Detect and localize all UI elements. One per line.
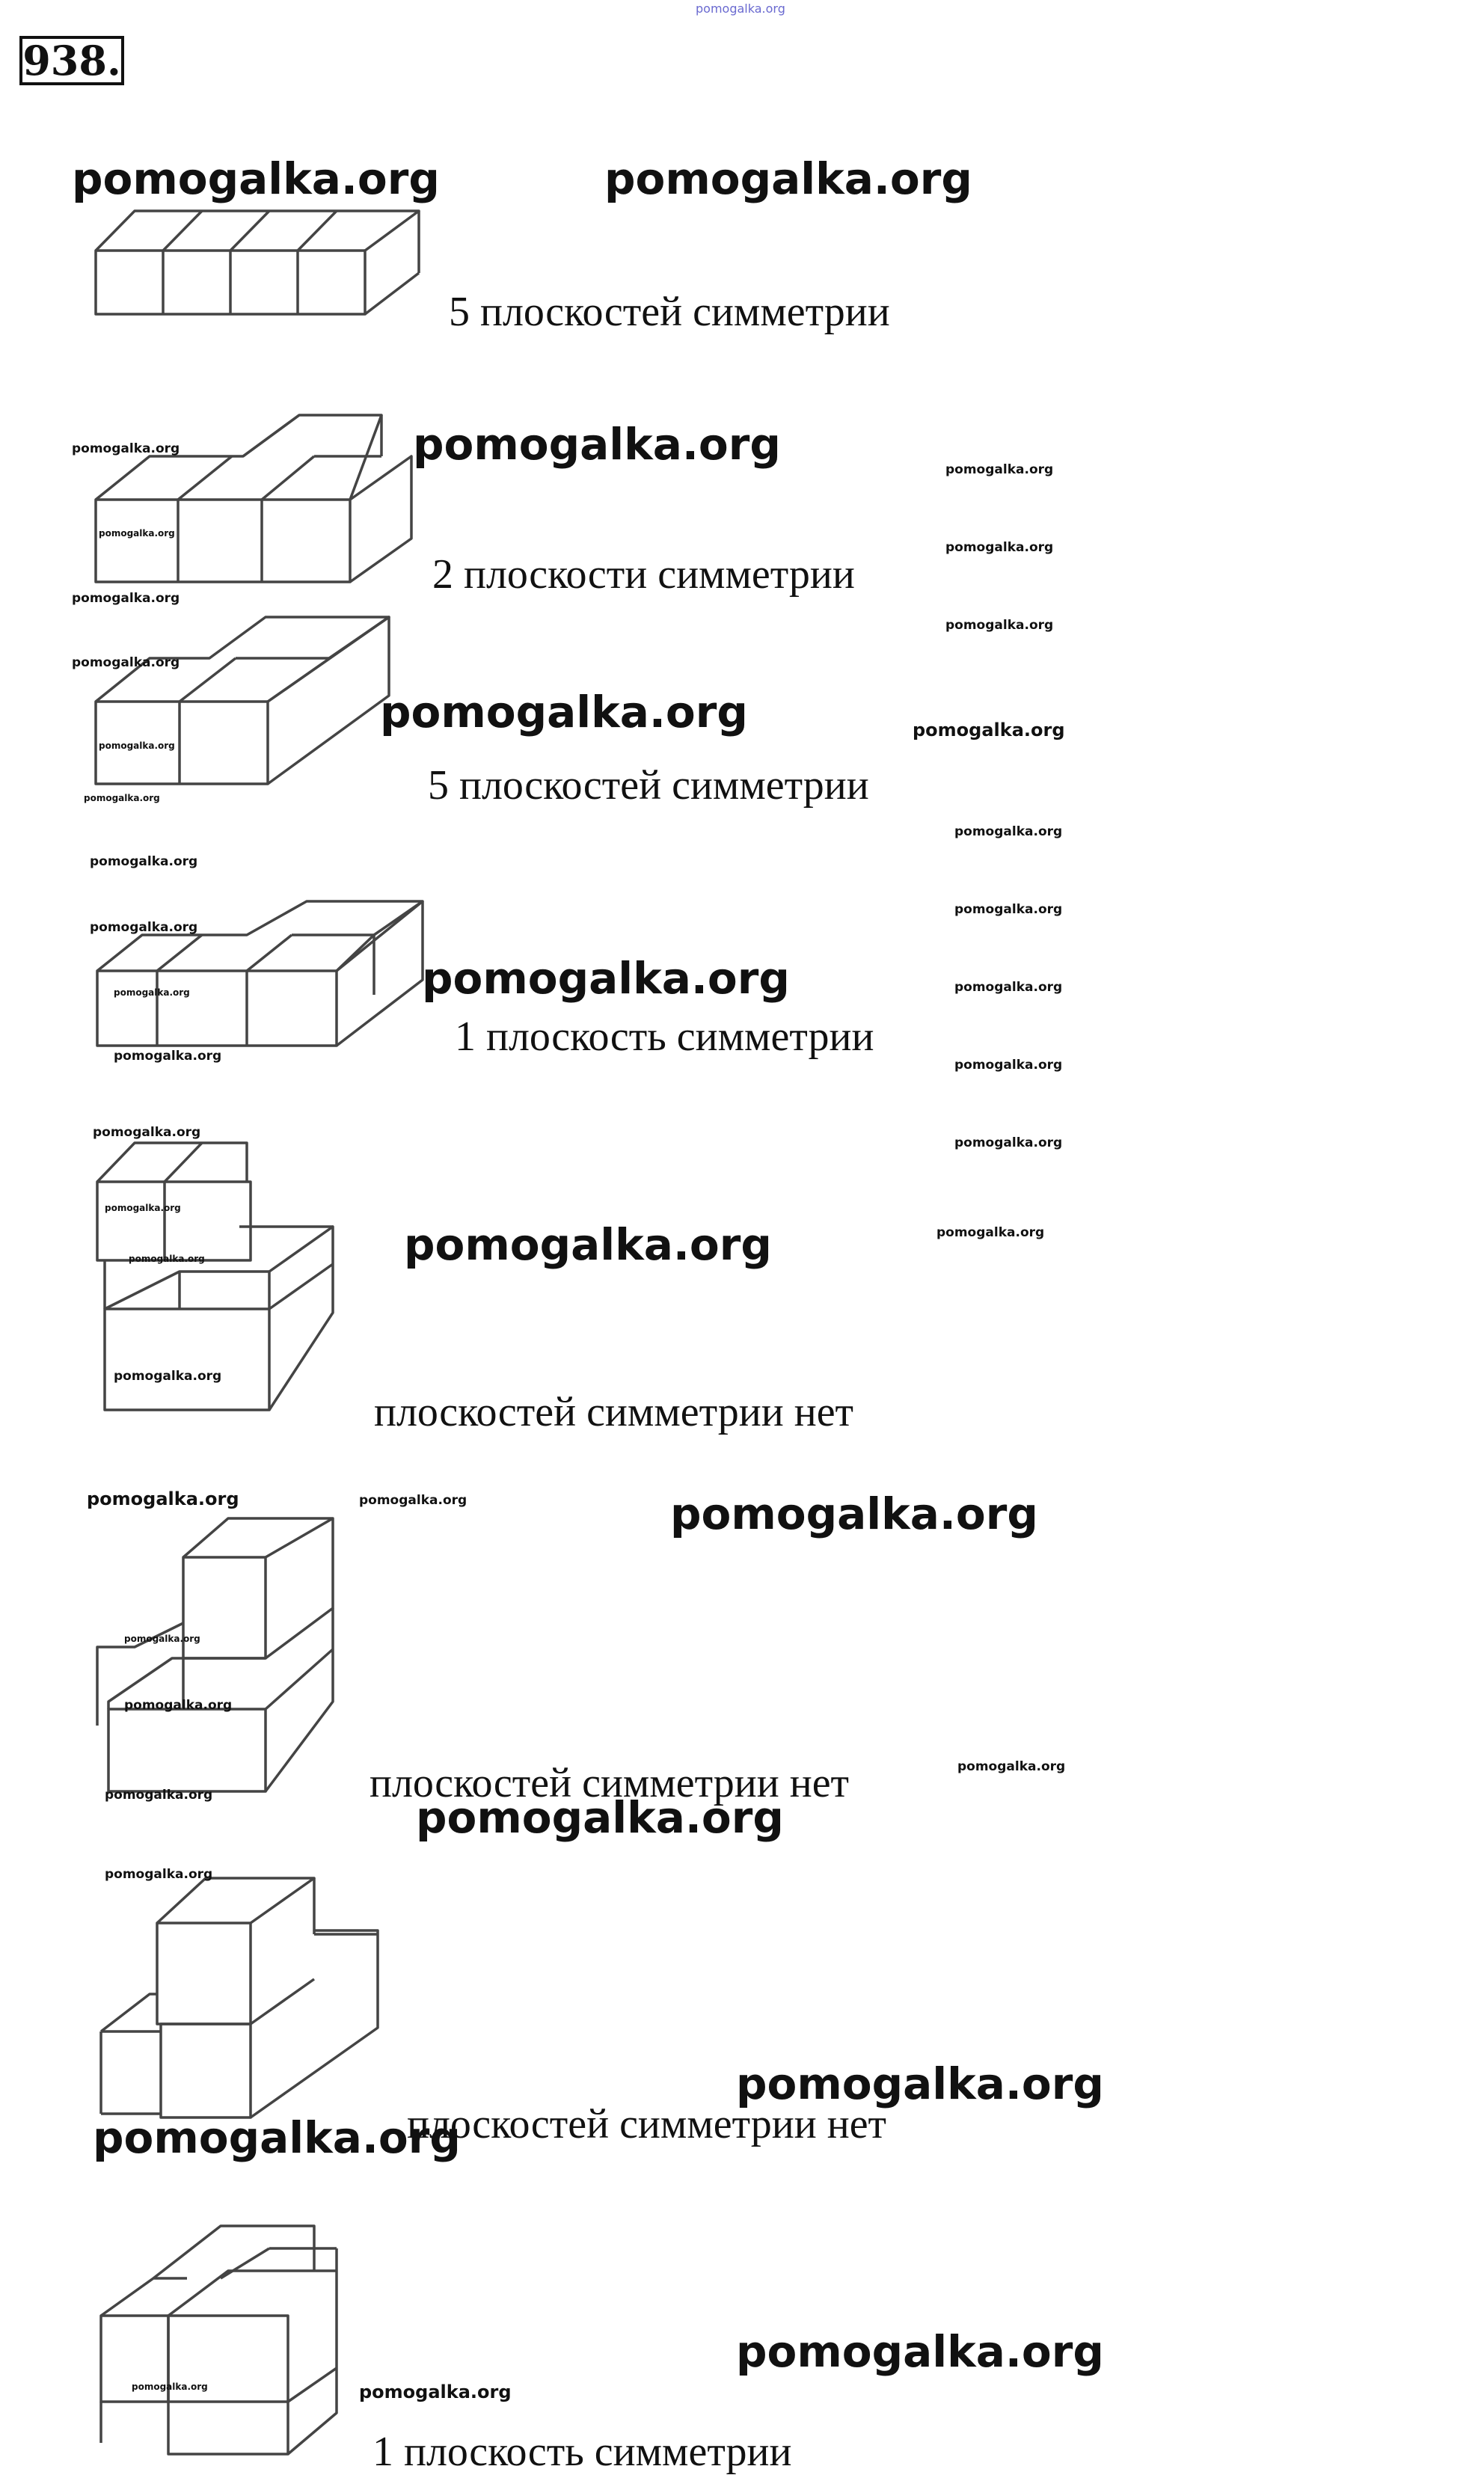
- caption-4: 1 плоскость симметрии: [455, 1013, 874, 1060]
- watermark: pomogalka.org: [114, 987, 190, 998]
- watermark: pomogalka.org: [945, 462, 1054, 477]
- watermark: pomogalka.org: [72, 655, 180, 670]
- watermark: pomogalka.org: [93, 2112, 461, 2163]
- watermark: pomogalka.org: [416, 1792, 784, 1843]
- caption-1: 5 плоскостей симметрии: [449, 289, 890, 335]
- caption-3: 5 плоскостей симметрии: [428, 762, 869, 809]
- caption-5: плоскостей симметрии нет: [374, 1389, 854, 1435]
- figure-8-cube-block: [90, 2218, 352, 2465]
- watermark: pomogalka.org: [124, 1698, 233, 1713]
- figure-2-cube-slab: [82, 411, 426, 591]
- figure-6-cube-steps: [90, 1511, 344, 1795]
- watermark: pomogalka.org: [129, 1254, 205, 1264]
- watermark: pomogalka.org: [604, 153, 972, 204]
- problem-number: 938.: [19, 36, 124, 85]
- caption-7: плоскостей симметрии нет: [407, 2101, 887, 2147]
- watermark: pomogalka.org: [359, 2382, 512, 2402]
- caption-2: 2 плоскости симметрии: [432, 551, 855, 598]
- watermark: pomogalka.org: [954, 824, 1063, 839]
- watermark: pomogalka.org: [913, 720, 1065, 740]
- watermark: pomogalka.org: [105, 1867, 213, 1882]
- watermark: pomogalka.org: [105, 1203, 181, 1213]
- watermark: pomogalka.org: [954, 980, 1063, 995]
- watermark: pomogalka.org: [99, 528, 175, 539]
- watermark: pomogalka.org: [954, 902, 1063, 917]
- figure-7-cube-cross: [90, 1867, 389, 2129]
- watermark: pomogalka.org: [84, 793, 160, 803]
- watermark: pomogalka.org: [132, 2382, 208, 2392]
- watermark: pomogalka.org: [954, 1135, 1063, 1150]
- watermark: pomogalka.org: [359, 1493, 467, 1508]
- watermark: pomogalka.org: [105, 1788, 213, 1803]
- watermark: pomogalka.org: [936, 1225, 1045, 1240]
- watermark: pomogalka.org: [670, 1488, 1038, 1539]
- watermark: pomogalka.org: [114, 1369, 222, 1384]
- watermark: pomogalka.org: [99, 740, 175, 751]
- watermark-top: pomogalka.org: [696, 1, 785, 16]
- watermark: pomogalka.org: [404, 1219, 772, 1270]
- caption-6: плоскостей симметрии нет: [370, 1760, 850, 1806]
- watermark: pomogalka.org: [736, 2058, 1104, 2109]
- watermark: pomogalka.org: [114, 1049, 222, 1064]
- watermark: pomogalka.org: [380, 687, 748, 737]
- watermark: pomogalka.org: [90, 854, 198, 869]
- watermark: pomogalka.org: [124, 1634, 200, 1644]
- watermark: pomogalka.org: [72, 153, 440, 204]
- watermark: pomogalka.org: [957, 1759, 1066, 1774]
- watermark: pomogalka.org: [413, 419, 781, 470]
- figure-1-cube-row: [90, 202, 434, 322]
- watermark: pomogalka.org: [72, 441, 180, 456]
- watermark: pomogalka.org: [87, 1488, 239, 1509]
- figure-3-cube-block: [82, 613, 404, 793]
- watermark: pomogalka.org: [72, 591, 180, 606]
- watermark: pomogalka.org: [954, 1058, 1063, 1073]
- watermark: pomogalka.org: [736, 2326, 1104, 2377]
- caption-8: 1 плоскость симметрии: [372, 2429, 792, 2475]
- watermark: pomogalka.org: [422, 953, 790, 1004]
- watermark: pomogalka.org: [945, 540, 1054, 555]
- watermark: pomogalka.org: [93, 1125, 201, 1140]
- watermark: pomogalka.org: [90, 920, 198, 935]
- watermark: pomogalka.org: [945, 618, 1054, 633]
